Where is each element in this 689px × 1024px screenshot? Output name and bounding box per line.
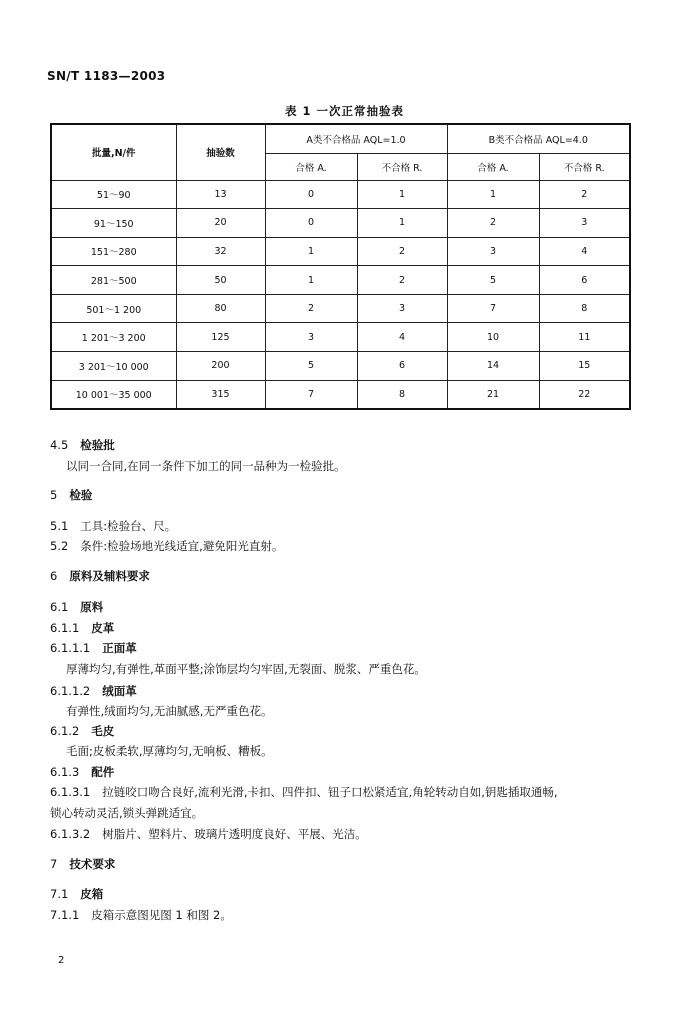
table-cell: 1 201～3 200: [51, 323, 176, 352]
header-group-a: A类不合格品 AQL=1.0: [265, 124, 447, 153]
section-title: 绒面革: [102, 684, 137, 698]
table-cell: 15: [539, 352, 630, 381]
section-heading: [50, 620, 114, 636]
section-heading: [50, 856, 115, 872]
header-accept-a: 合格 A.: [265, 153, 357, 180]
table-cell: 125: [176, 323, 265, 352]
paragraph: 锁心转动灵活,锁头弹跳适宜。: [50, 806, 204, 820]
section-heading: [50, 784, 558, 800]
section-heading: [50, 886, 103, 902]
table-cell: 4: [539, 237, 630, 266]
section-number: 6.1.1.1: [50, 641, 91, 655]
header-sample-size: 抽验数: [176, 124, 265, 180]
section-number: 7.1: [50, 887, 69, 901]
section-title: 皮革: [91, 621, 115, 635]
header-group-b: B类不合格品 AQL=4.0: [447, 124, 630, 153]
sampling-table: [50, 123, 631, 410]
table-row: [51, 352, 630, 381]
table-cell: 14: [447, 352, 539, 381]
section-heading: [50, 640, 137, 656]
table-cell: 3: [357, 294, 447, 323]
table-cell: 11: [539, 323, 630, 352]
section-heading: [50, 487, 92, 503]
table-cell: 4: [357, 323, 447, 352]
table-cell: 20: [176, 209, 265, 238]
table-cell: 2: [539, 180, 630, 209]
table-cell: 3: [447, 237, 539, 266]
section-title: 原料及辅料要求: [69, 569, 150, 583]
section-number: 5: [50, 488, 58, 502]
table-cell: 13: [176, 180, 265, 209]
table-cell: 2: [265, 294, 357, 323]
section-number: 5.2: [50, 539, 69, 553]
section-title: 检验: [69, 488, 93, 502]
table-cell: 32: [176, 237, 265, 266]
table-cell: 50: [176, 266, 265, 295]
section-title: 条件:检验场地光线适宜,避免阳光直射。: [80, 539, 284, 553]
table-cell: 10: [447, 323, 539, 352]
table-cell: 281～500: [51, 266, 176, 295]
table-cell: 5: [447, 266, 539, 295]
section-title: 正面革: [102, 641, 137, 655]
header-reject-a: 不合格 R.: [357, 153, 447, 180]
table-row: [51, 323, 630, 352]
table-cell: 1: [357, 209, 447, 238]
section-number: 6.1.3.1: [50, 785, 91, 799]
paragraph: 厚薄均匀,有弹性,革面平整;涂饰层均匀牢固,无裂面、脱浆、严重色花。: [66, 662, 426, 676]
table-cell: 51～90: [51, 180, 176, 209]
table-cell: 7: [265, 380, 357, 409]
paragraph: 以同一合同,在同一条件下加工的同一品种为一检验批。: [66, 459, 346, 473]
section-heading: [50, 764, 114, 780]
section-heading: [50, 683, 137, 699]
section-title: 皮箱示意图见图 1 和图 2。: [91, 908, 232, 922]
section-number: 6.1.1.2: [50, 684, 91, 698]
table-cell: 3: [265, 323, 357, 352]
table-cell: 91～150: [51, 209, 176, 238]
section-heading: [50, 568, 150, 584]
section-heading: [50, 599, 103, 615]
section-title: 拉链咬口吻合良好,流利光滑,卡扣、四件扣、钮子口松紧适宜,角轮转动自如,钥匙插取通畅,: [102, 785, 558, 799]
document-code: SN/T 1183—2003: [47, 69, 166, 83]
table-cell: 2: [357, 266, 447, 295]
table-cell: 8: [357, 380, 447, 409]
paragraph: 毛面;皮板柔软,厚薄均匀,无响板、糟板。: [66, 744, 273, 758]
table-cell: 2: [357, 237, 447, 266]
table-cell: 7: [447, 294, 539, 323]
table-caption: 表 1 一次正常抽验表: [284, 104, 404, 118]
section-number: 6: [50, 569, 58, 583]
section-heading: [50, 723, 114, 739]
table-cell: 22: [539, 380, 630, 409]
paragraph: 有弹性,绒面均匀,无油腻感,无严重色花。: [66, 704, 273, 718]
section-number: 6.1.3: [50, 765, 80, 779]
table-row: [51, 209, 630, 238]
table-cell: 151～280: [51, 237, 176, 266]
section-number: 7: [50, 857, 58, 871]
table-cell: 80: [176, 294, 265, 323]
section-title: 树脂片、塑料片、玻璃片透明度良好、平展、光洁。: [102, 827, 367, 841]
section-number: 6.1.3.2: [50, 827, 91, 841]
section-heading: [50, 907, 232, 923]
section-title: 技术要求: [69, 857, 116, 871]
section-title: 工具:检验台、尺。: [80, 519, 177, 533]
table-cell: 21: [447, 380, 539, 409]
page-number: 2: [58, 955, 65, 966]
table-cell: 6: [539, 266, 630, 295]
table-row: [51, 180, 630, 209]
table-row: [51, 237, 630, 266]
section-title: 皮箱: [80, 887, 104, 901]
table-cell: 200: [176, 352, 265, 381]
table-cell: 5: [265, 352, 357, 381]
table-row: [51, 266, 630, 295]
section-heading: [50, 518, 176, 534]
header-accept-b: 合格 A.: [447, 153, 539, 180]
header-reject-b: 不合格 R.: [539, 153, 630, 180]
table-cell: 10 001～35 000: [51, 380, 176, 409]
table-cell: 3: [539, 209, 630, 238]
table-cell: 8: [539, 294, 630, 323]
section-title: 配件: [91, 765, 115, 779]
section-heading: [50, 437, 115, 453]
table-cell: 3 201～10 000: [51, 352, 176, 381]
table-cell: 315: [176, 380, 265, 409]
section-heading: [50, 826, 367, 842]
section-number: 6.1.2: [50, 724, 80, 738]
section-heading: [50, 538, 283, 554]
table-row: [51, 380, 630, 409]
table-cell: 1: [265, 266, 357, 295]
section-number: 6.1.1: [50, 621, 80, 635]
section-number: 5.1: [50, 519, 69, 533]
table-cell: 0: [265, 209, 357, 238]
table-cell: 0: [265, 180, 357, 209]
table-row: [51, 294, 630, 323]
section-number: 4.5: [50, 438, 69, 452]
section-title: 检验批: [80, 438, 115, 452]
table-cell: 1: [447, 180, 539, 209]
table-cell: 1: [357, 180, 447, 209]
table-cell: 6: [357, 352, 447, 381]
section-number: 7.1.1: [50, 908, 80, 922]
table-cell: 1: [265, 237, 357, 266]
header-lot-size: 批量,N/件: [51, 124, 176, 180]
section-number: 6.1: [50, 600, 69, 614]
section-title: 毛皮: [91, 724, 115, 738]
section-title: 原料: [80, 600, 104, 614]
table-body: [51, 180, 630, 409]
table-cell: 2: [447, 209, 539, 238]
table-cell: 501～1 200: [51, 294, 176, 323]
